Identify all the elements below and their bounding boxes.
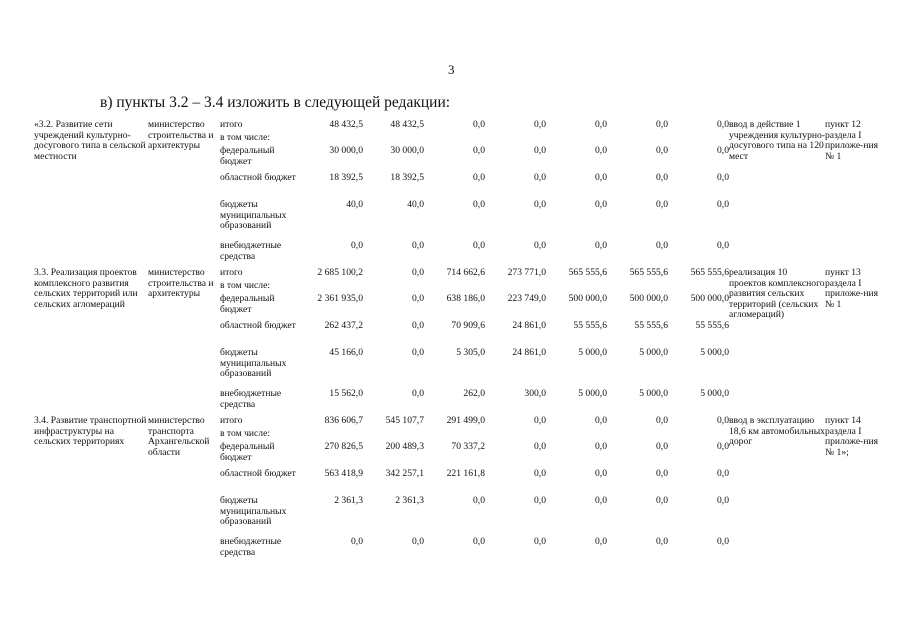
funding-value: 565 555,6 <box>629 267 668 278</box>
funding-value: 0,0 <box>534 468 546 479</box>
funding-value: 638 186,0 <box>446 293 485 304</box>
funding-value: 55 555,6 <box>695 320 729 331</box>
funding-value: 0,0 <box>412 267 424 278</box>
funding-value: 0,0 <box>412 388 424 399</box>
funding-source: федеральный бюджет <box>220 145 275 167</box>
funding-value: 0,0 <box>656 145 668 156</box>
funding-value: 0,0 <box>656 495 668 506</box>
funding-value: 5 000,0 <box>700 388 729 399</box>
funding-value: 0,0 <box>595 145 607 156</box>
funding-value: 5 305,0 <box>456 347 485 358</box>
indicator-reference: пункт 14 раздела I приложе-ния № 1»; <box>825 415 879 458</box>
funding-value: 300,0 <box>524 388 546 399</box>
funding-value: 0,0 <box>534 495 546 506</box>
funding-value: 0,0 <box>473 172 485 183</box>
funding-value: 0,0 <box>412 293 424 304</box>
page-number: 3 <box>448 62 455 77</box>
responsible-executor: министерство транспорта Архангельской области <box>148 415 210 458</box>
funding-value: 70 337,2 <box>451 441 485 452</box>
funding-value: 18 392,5 <box>329 172 363 183</box>
funding-value: 30 000,0 <box>329 145 363 156</box>
funding-value: 0,0 <box>717 119 729 130</box>
funding-value: 0,0 <box>534 240 546 251</box>
funding-value: 0,0 <box>595 536 607 547</box>
funding-value: 0,0 <box>595 199 607 210</box>
funding-value: 0,0 <box>351 240 363 251</box>
funding-value: 5 000,0 <box>700 347 729 358</box>
funding-value: 0,0 <box>656 240 668 251</box>
funding-source: в том числе: <box>220 280 271 291</box>
funding-source: итого <box>220 119 243 130</box>
funding-value: 0,0 <box>595 468 607 479</box>
funding-value: 0,0 <box>656 468 668 479</box>
funding-value: 0,0 <box>717 495 729 506</box>
funding-value: 0,0 <box>656 119 668 130</box>
responsible-executor: министерство строительства и архитектуры <box>148 267 214 300</box>
funding-value: 262,0 <box>463 388 485 399</box>
funding-value: 714 662,6 <box>446 267 485 278</box>
indicator-reference: пункт 12 раздела I приложе-ния № 1 <box>825 119 879 162</box>
funding-value: 2 685 100,2 <box>317 267 363 278</box>
funding-source: в том числе: <box>220 428 271 439</box>
funding-value: 0,0 <box>473 145 485 156</box>
funding-source: внебюджетные средства <box>220 388 282 410</box>
funding-value: 273 771,0 <box>507 267 546 278</box>
funding-value: 0,0 <box>656 441 668 452</box>
table-body <box>34 120 881 564</box>
funding-value: 0,0 <box>656 199 668 210</box>
funding-value: 0,0 <box>595 119 607 130</box>
funding-value: 0,0 <box>717 536 729 547</box>
funding-source: областной бюджет <box>220 320 296 331</box>
funding-value: 5 000,0 <box>639 388 668 399</box>
funding-value: 15 562,0 <box>329 388 363 399</box>
funding-value: 0,0 <box>412 240 424 251</box>
funding-value: 221 161,8 <box>446 468 485 479</box>
funding-value: 0,0 <box>534 441 546 452</box>
funding-value: 0,0 <box>595 172 607 183</box>
funding-value: 0,0 <box>656 536 668 547</box>
funding-value: 0,0 <box>473 536 485 547</box>
funding-value: 262 437,2 <box>324 320 363 331</box>
funding-value: 40,0 <box>407 199 424 210</box>
funding-source: федеральный бюджет <box>220 293 275 315</box>
funding-value: 342 257,1 <box>385 468 424 479</box>
funding-source: в том числе: <box>220 132 271 143</box>
funding-value: 200 489,3 <box>385 441 424 452</box>
funding-value: 24 861,0 <box>512 347 546 358</box>
funding-value: 0,0 <box>717 441 729 452</box>
measure-name: 3.4. Развитие транспортной инфраструктуры на сельских территориях <box>34 415 147 448</box>
funding-value: 0,0 <box>412 320 424 331</box>
indicator-reference: пункт 13 раздела I приложе-ния № 1 <box>825 267 879 310</box>
funding-value: 48 432,5 <box>329 119 363 130</box>
funding-value: 0,0 <box>534 199 546 210</box>
funding-value: 500 000,0 <box>629 293 668 304</box>
funding-value: 563 418,9 <box>324 468 363 479</box>
expected-result: ввод в действие 1 учреждения культурно-досугового типа на 120 мест <box>729 119 826 162</box>
funding-value: 0,0 <box>534 145 546 156</box>
funding-value: 45 166,0 <box>329 347 363 358</box>
funding-value: 70 909,6 <box>451 320 485 331</box>
funding-source: бюджеты муниципальных образований <box>220 199 287 232</box>
funding-value: 5 000,0 <box>578 388 607 399</box>
funding-source: областной бюджет <box>220 468 296 479</box>
funding-value: 0,0 <box>412 347 424 358</box>
funding-value: 0,0 <box>717 199 729 210</box>
funding-value: 55 555,6 <box>634 320 668 331</box>
funding-value: 565 555,6 <box>568 267 607 278</box>
funding-value: 545 107,7 <box>385 415 424 426</box>
funding-value: 48 432,5 <box>390 119 424 130</box>
funding-value: 0,0 <box>473 495 485 506</box>
funding-value: 0,0 <box>412 536 424 547</box>
funding-value: 0,0 <box>595 495 607 506</box>
funding-value: 24 861,0 <box>512 320 546 331</box>
funding-value: 223 749,0 <box>507 293 546 304</box>
funding-value: 0,0 <box>595 415 607 426</box>
funding-value: 0,0 <box>534 536 546 547</box>
funding-value: 2 361,3 <box>334 495 363 506</box>
funding-source: федеральный бюджет <box>220 441 275 463</box>
table-row <box>34 268 881 281</box>
responsible-executor: министерство строительства и архитектуры <box>148 119 214 152</box>
funding-value: 0,0 <box>595 441 607 452</box>
funding-source: бюджеты муниципальных образований <box>220 495 287 528</box>
funding-value: 18 392,5 <box>390 172 424 183</box>
funding-source: итого <box>220 267 243 278</box>
funding-value: 0,0 <box>473 119 485 130</box>
funding-value: 2 361 935,0 <box>317 293 363 304</box>
measure-name: «3.2. Развитие сети учреждений культурно-досугового типа в сельской местности <box>34 119 146 162</box>
table-row <box>34 120 881 133</box>
funding-value: 0,0 <box>717 415 729 426</box>
funding-value: 0,0 <box>473 199 485 210</box>
funding-value: 565 555,6 <box>690 267 729 278</box>
funding-source: внебюджетные средства <box>220 240 282 262</box>
funding-value: 0,0 <box>656 172 668 183</box>
funding-source: бюджеты муниципальных образований <box>220 347 287 380</box>
funding-source: итого <box>220 415 243 426</box>
table-row <box>34 416 881 429</box>
funding-value: 0,0 <box>717 172 729 183</box>
funding-source: областной бюджет <box>220 172 296 183</box>
funding-value: 836 606,7 <box>324 415 363 426</box>
funding-value: 0,0 <box>351 536 363 547</box>
funding-value: 500 000,0 <box>568 293 607 304</box>
funding-value: 0,0 <box>473 240 485 251</box>
expected-result: реализация 10 проектов комплексного развития сельских территорий (сельских агломераций) <box>729 267 825 321</box>
funding-value: 0,0 <box>595 240 607 251</box>
funding-value: 0,0 <box>717 468 729 479</box>
funding-value: 0,0 <box>656 415 668 426</box>
section-heading: в) пункты 3.2 – 3.4 изложить в следующей редакции: <box>100 94 451 111</box>
funding-value: 2 361,3 <box>395 495 424 506</box>
funding-value: 0,0 <box>534 119 546 130</box>
funding-value: 0,0 <box>534 415 546 426</box>
funding-value: 5 000,0 <box>639 347 668 358</box>
measure-name: 3.3. Реализация проектов комплексного развития сельских территорий или сельских агломераций <box>34 267 138 310</box>
program-table <box>34 120 881 564</box>
expected-result: ввод в эксплуатацию 18,6 км автомобильных дорог <box>729 415 825 448</box>
funding-value: 270 826,5 <box>324 441 363 452</box>
funding-value: 500 000,0 <box>690 293 729 304</box>
funding-source: внебюджетные средства <box>220 536 282 558</box>
funding-value: 40,0 <box>346 199 363 210</box>
funding-value: 291 499,0 <box>446 415 485 426</box>
funding-value: 5 000,0 <box>578 347 607 358</box>
funding-value: 0,0 <box>717 145 729 156</box>
funding-value: 30 000,0 <box>390 145 424 156</box>
funding-value: 0,0 <box>534 172 546 183</box>
funding-value: 0,0 <box>717 240 729 251</box>
funding-value: 55 555,6 <box>573 320 607 331</box>
